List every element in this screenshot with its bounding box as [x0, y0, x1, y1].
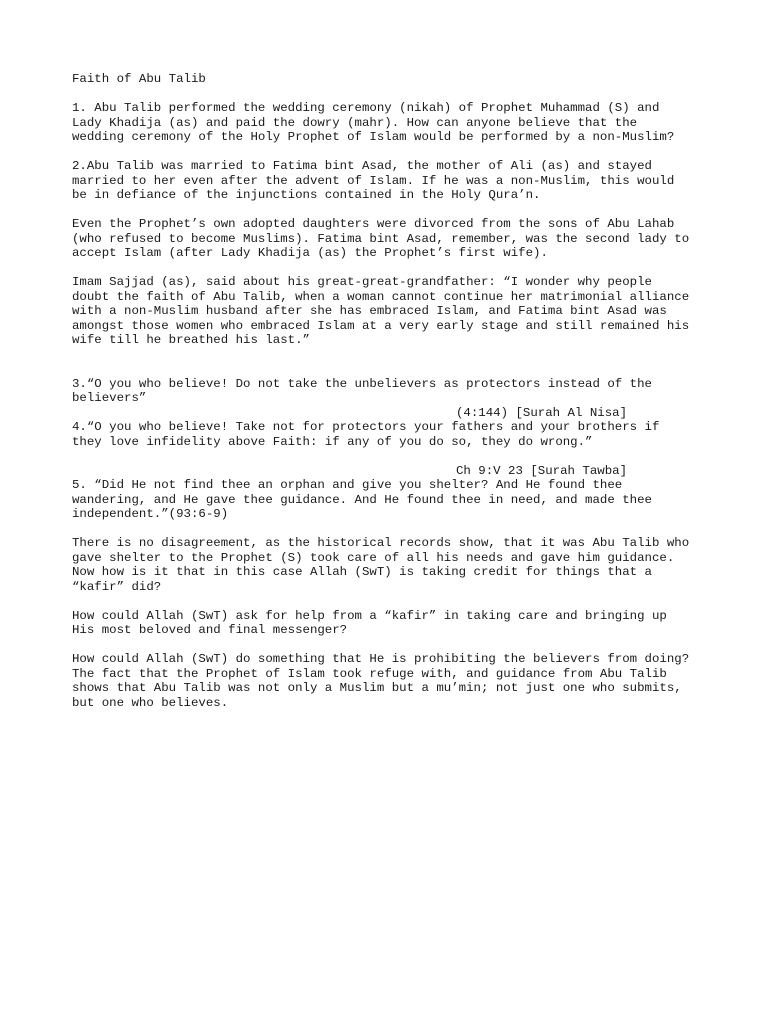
paragraph-conclusion: How could Allah (SwT) do something that He is prohibiting the believers from doing? The fact that the Prophet of Islam took refuge with, and guidance from Abu Talib shows that Abu Talib was not only a Muslim but a mu’min; not just one who submits, but one who believes.	[72, 652, 690, 710]
paragraph-historical-records: There is no disagreement, as the historical records show, that it was Abu Talib who gave shelter to the Prophet (S) took care of all his needs and gave him guidance. Now how is it that in this case Allah (SwT) is taking credit for things that a “kafir” did?	[72, 536, 690, 594]
document-page	[72, 72, 712, 710]
document-title: Faith of Abu Talib	[72, 72, 206, 86]
paragraph-verse-duha: 5. “Did He not find thee an orphan and give you shelter? And He found thee wandering, and He gave thee guidance. And He found thee in need, and made thee independent.”(93:6-9)	[72, 478, 652, 521]
paragraph-verse-nisa: 3.“O you who believe! Do not take the unbelievers as protectors instead of the believers”	[72, 376, 652, 405]
paragraph-imam-sajjad: Imam Sajjad (as), said about his great-great-grandfather: “I wonder why people doubt the faith of Abu Talib, when a woman cannot continue her matrimonial alliance with a non-Muslim husband after she has embraced Islam, and Fatima bint Asad was amongst those women who embraced Islam at a very early stage and still remained his wife till he breathed his last.”	[72, 275, 690, 347]
paragraph-adopted-daughters: Even the Prophet’s own adopted daughters were divorced from the sons of Abu Lahab (who refused to become Muslims). Fatima bint Asad, remember, was the second lady to accept Islam (after Lady Khadija (as) the Prophet’s first wife).	[72, 217, 690, 260]
paragraph-kafir-help: How could Allah (SwT) ask for help from a “kafir” in taking care and bringing up His most beloved and final messenger?	[72, 608, 667, 637]
paragraph-marriage: 2.Abu Talib was married to Fatima bint Asad, the mother of Ali (as) and stayed married to her even after the advent of Islam. If he was a non-Muslim, this would be in defiance of the injunctions contained in the Holy Qura’n.	[72, 159, 675, 202]
paragraph-verse-tawba: 4.“O you who believe! Take not for protectors your fathers and your brothers if they love infidelity above Faith: if any of you do so, they do wrong.”	[72, 420, 660, 449]
citation-nisa: (4:144) [Surah Al Nisa]	[456, 405, 628, 420]
citation-tawba: Ch 9:V 23 [Surah Tawba]	[456, 463, 628, 478]
paragraph-nikah: 1. Abu Talib performed the wedding ceremony (nikah) of Prophet Muhammad (S) and Lady Khadija (as) and paid the dowry (mahr). How can anyone believe that the wedding ceremony of the Holy Prophet of Islam would be performed by a non-Muslim?	[72, 101, 675, 144]
